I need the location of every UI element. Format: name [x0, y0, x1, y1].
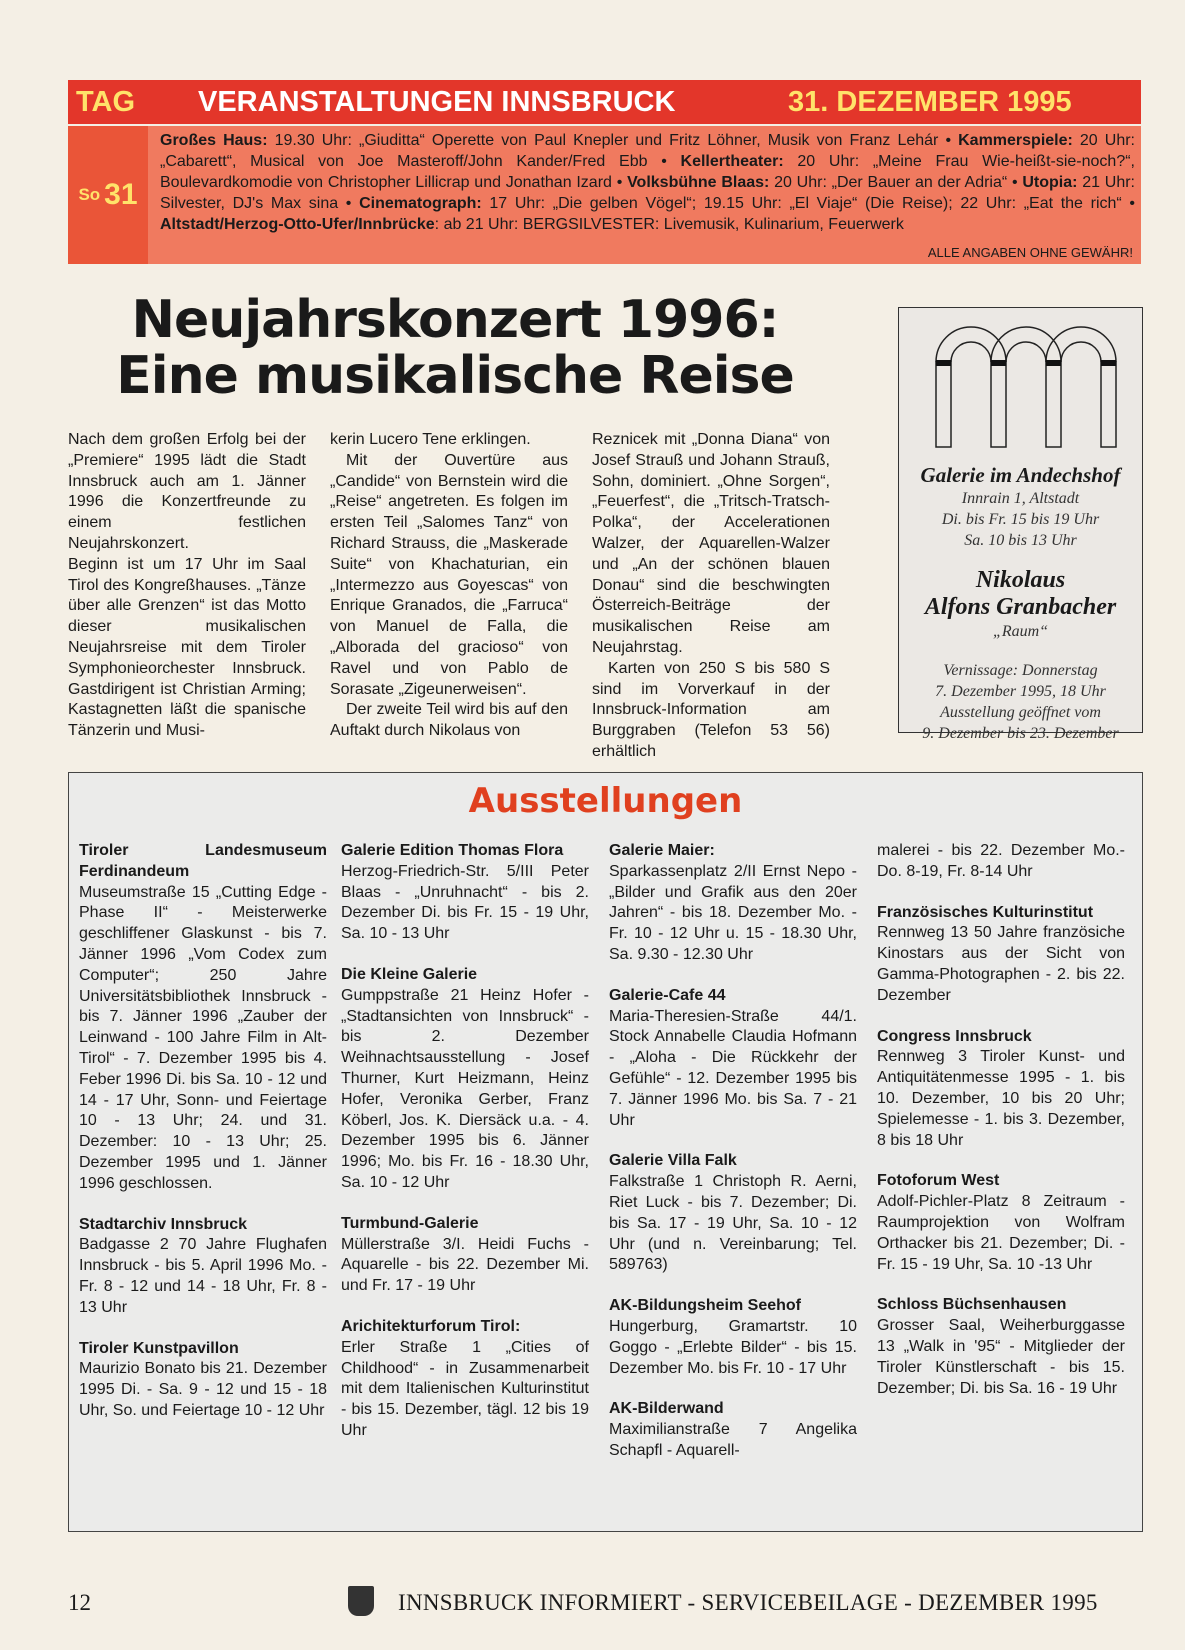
exhibition-entry	[877, 1171, 1125, 1275]
exhibition-venue: Stadtarchiv Innsbruck	[79, 1215, 248, 1233]
exhibition-details: Hungerburg, Gramartstr. 10 Goggo - „Erlebte Bilder“ - bis 15. Dezember Mo. bis Fr. 10 - 17 Uhr	[609, 1317, 857, 1377]
vernissage-date: 7. Dezember 1995, 18 Uhr	[935, 683, 1106, 700]
exhibition-entry	[79, 1339, 327, 1422]
article-paragraph: Nach dem großen Erfolg bei der „Premiere“ 1995 lädt die Stadt Innsbruck auch am 1. Jänner 1996 die Konzertfreunde zu einem festlichen Neujahrskonzert.	[68, 431, 306, 552]
exhibitions-title: Ausstellungen	[468, 781, 743, 821]
exhibition-entry	[341, 1214, 589, 1297]
exhibition-entry	[341, 965, 589, 1194]
event-venue: Utopia:	[1022, 174, 1078, 191]
gallery-hours: Sa. 10 bis 13 Uhr	[964, 532, 1077, 549]
event-details: 21 Uhr: Silvester, DJ's Max sina •	[160, 174, 1135, 212]
exhibition-venue: Galerie-Cafe 44	[609, 986, 726, 1004]
event-details: 17 Uhr: „Die gelben Vögel“; 19.15 Uhr: „El Viaje“ (Die Reise); 22 Uhr: „Eat the rich“ •	[481, 195, 1135, 212]
event-venue: Kellertheater:	[680, 153, 784, 170]
article-paragraph: Beginn ist um 17 Uhr im Saal Tirol des Kongreßhauses. „Tänze über alle Grenzen“ ist das Motto dieser musikalischen Neujahrsreise mit dem Tiroler Symphonieorchester Innsbruck. Gastdirigent ist Christian Arming; Kastagnetten läßt die spanische Tänzerin und Musi-	[68, 555, 306, 740]
gallery-advertisement	[898, 307, 1143, 742]
exhibition-entry	[877, 903, 1125, 1007]
weekday: So	[78, 185, 101, 204]
event-details: : ab 21 Uhr: BERGSILVESTER: Livemusik, Kulinarium, Feuerwerk	[434, 216, 904, 233]
exhibition-venue: Französisches Kulturinstitut	[877, 903, 1094, 921]
exhibition-details: Herzog-Friedrich-Str. 5/III Peter Blaas - „Unruhnacht“ - bis 2. Dezember Di. bis Fr. 15 - 19 Uhr, Sa. 10 - 13 Uhr	[341, 862, 589, 943]
exhibition-dates: Ausstellung geöffnet vom	[940, 704, 1101, 721]
article-column-3	[592, 430, 830, 763]
page-number: 12	[68, 1590, 91, 1615]
article-paragraph: Reznicek mit „Donna Diana“ von Josef Strauß und Johann Strauß, Sohn, dominiert. „Ohne Sorgen“, „Feuerfest“, die „Tritsch-Tratsch-Polka“, der Accelerationen Walzer, der Aquarellen-Walzer und „An der schönen blauen Donau“ sind die beschwingten Österreich-Beiträge der musikalischen Reise am Neujahrstag.	[592, 431, 830, 656]
exhibition-details: malerei - bis 22. Dezember Mo.-Do. 8-19, Fr. 8-14 Uhr	[877, 842, 1125, 880]
exhibition-details: Museumstraße 15 „Cutting Edge - Phase II“ - Meisterwerke geschliffener Glaskunst - bis 7. Jänner 1996 „Vom Codex zum Computer“; 250 Jahre Universitätsbibliothek Innsbruck - bis 7. Jänner 1996 „Zauber der Leinwand - 100 Jahre Film in Alt-Tirol“ - 7. Dezember 1995 bis 4. Feber 1996 Di. bis Sa. 10 - 12 und 14 - 17 Uhr, Sonn- und Feiertage 10 - 13 Uhr; 24. und 31. Dezember: 10 - 13 Uhr; 25. Dezember 1995 und 1. Jänner 1996 geschlossen.	[79, 883, 327, 1192]
gallery-address: Innrain 1, Altstadt	[961, 490, 1080, 507]
exhibition-details: Rennweg 13 50 Jahre französiche Kinostars aus der Sicht von Gamma-Photographen - 2. bis 22. Dezember	[877, 924, 1125, 1004]
events-text	[160, 130, 1135, 235]
exhibition-entry	[609, 1296, 857, 1379]
exhibition-entry	[609, 1151, 857, 1276]
events-box	[68, 126, 1141, 264]
exhibition-details: Maximilianstraße 7 Angelika Schapfl - Aquarell-	[609, 1421, 857, 1459]
article-paragraph: Karten von 250 S bis 580 S sind im Vorverkauf in der Innsbruck-Information am Burggraben (Telefon 53 56) erhältlich	[592, 659, 830, 760]
exhibitions-column	[79, 841, 327, 1442]
header-date: 31. DEZEMBER 1995	[788, 86, 1072, 118]
arches-logo-icon	[916, 322, 1126, 452]
exhibition-venue: Galerie Maier:	[609, 842, 715, 859]
artist-name: Nikolaus	[975, 567, 1066, 593]
exhibition-entry	[609, 986, 857, 1132]
exhibition-entry	[609, 1399, 857, 1461]
exhibition-details: Müllerstraße 3/I. Heidi Fuchs - Aquarelle - bis 22. Dezember Mi. und Fr. 17 - 19 Uhr	[341, 1235, 589, 1295]
exhibition-venue: Congress Innsbruck	[877, 1027, 1032, 1045]
artist-name: Alfons Granbacher	[924, 594, 1117, 620]
article-column-2	[330, 430, 568, 742]
exhibition-venue: AK-Bilderwand	[609, 1400, 724, 1418]
exhibitions-column	[877, 841, 1125, 1419]
article-column-1	[68, 430, 306, 742]
exhibition-details: Erler Straße 1 „Cities of Childhood“ - in Zusammenarbeit mit dem Italienischen Kulturinstitut - bis 15. Dezember, tägl. 12 bis 19 Uhr	[341, 1338, 589, 1439]
exhibition-details: Maurizio Bonato bis 21. Dezember 1995 Di. - Sa. 9 - 12 und 15 - 18 Uhr, So. und Feiertage 10 - 12 Uhr	[79, 1360, 327, 1419]
exhibition-venue: Galerie Edition Thomas Flora	[341, 842, 564, 859]
exhibition-entry	[79, 1215, 327, 1319]
event-venue: Altstadt/Herzog-Otto-Ufer/Innbrücke	[160, 216, 435, 233]
event-venue: Cinematograph:	[359, 195, 482, 212]
exhibition-title: „Raum“	[992, 623, 1049, 640]
exhibition-details: Adolf-Pichler-Platz 8 Zeitraum - Raumprojektion von Wolfram Orthacker bis 21. Dezember; Di. - Fr. 15 - 19 Uhr, Sa. 10 -13 Uhr	[877, 1193, 1125, 1273]
exhibition-details: Grosser Saal, Weiherburggasse 13 „Walk in '95“ - Mitglieder der Tiroler Künstlerschaft - bis 15. Dezember; Di. bis Sa. 16 - 19 Uhr	[877, 1317, 1125, 1397]
exhibition-venue: Die Kleine Galerie	[341, 965, 478, 983]
article-paragraph: Mit der Ouvertüre aus „Candide“ von Bernstein wird die „Reise“ angetreten. Es folgen im ersten Teil „Salomes Tanz“ von Richard Strauss, die „Maskerade Suite“ von Khachaturian, ein „Intermezzo aus Goyescas“ von Enrique Granados, die „Farruca“ von Manuel de Falla, die „Alborada del gracioso“ von Ravel und von Pablo de Sorasate „Zigeunerweisen“.	[330, 451, 568, 698]
exhibition-venue: Galerie Villa Falk	[609, 1152, 737, 1170]
exhibition-details: Maria-Theresien-Straße 44/1. Stock Annabelle Claudia Hofmann - „Aloha - Die Rückkehr der Gefühle“ - 12. Dezember 1995 bis 7. Jänner 1996 Mo. bis Sa. 7 - 21 Uhr	[609, 1007, 857, 1129]
gallery-hours: Di. bis Fr. 15 bis 19 Uhr	[941, 511, 1100, 528]
article-paragraph: Der zweite Teil wird bis auf den Auftakt durch Nikolaus von	[330, 701, 568, 740]
gallery-name: Galerie im Andechshof	[920, 463, 1121, 487]
exhibition-entry	[341, 1317, 589, 1442]
exhibition-dates: 9. Dezember bis 23. Dezember	[922, 725, 1119, 742]
exhibition-entry	[877, 1295, 1125, 1399]
exhibition-venue: Tiroler Landesmuseum Ferdinandeum	[79, 842, 327, 880]
exhibition-venue: Schloss Büchsenhausen	[877, 1296, 1067, 1314]
header-title: VERANSTALTUNGEN INNSBRUCK	[198, 86, 676, 118]
exhibitions-column	[609, 841, 857, 1482]
event-venue: Kammerspiele:	[958, 132, 1073, 149]
exhibition-venue: AK-Bildungsheim Seehof	[609, 1297, 802, 1315]
event-venue: Großes Haus:	[160, 132, 268, 149]
article-headline: Neujahrskonzert 1996: Eine musikalische Reise	[116, 290, 794, 406]
events-header-bar	[68, 80, 1141, 124]
vernissage-info: Vernissage: Donnerstag	[943, 662, 1098, 679]
exhibition-details: Sparkassenplatz 2/II Ernst Nepo - „Bilder und Grafik aus den 20er Jahren“ - bis 18. Dezember Mo. - Fr. 10 - 12 Uhr u. 15 - 18.30 Uhr, Sa. 9.30 - 12.30 Uhr	[609, 862, 857, 963]
header-tag: TAG	[76, 86, 136, 118]
article-paragraph: kerin Lucero Tene erklingen.	[330, 431, 531, 448]
event-details: 20 Uhr: „Meine Frau Wie-heißt-sie-noch?“, Boulevardkomodie von Christopher Lillicrap und Jonathan Izard •	[160, 153, 1135, 191]
exhibitions-box	[68, 772, 1143, 1532]
disclaimer: ALLE ANGABEN OHNE GEWÄHR!	[927, 245, 1133, 260]
exhibition-details: Badgasse 2 70 Jahre Flughafen Innsbruck - bis 5. April 1996 Mo. - Fr. 8 - 12 und 14 - 18 Uhr, Fr. 8 - 13 Uhr	[79, 1236, 327, 1316]
event-details: 19.30 Uhr: „Giuditta“ Operette von Paul Knepler und Fritz Löhner, Musik von Franz Lehár •	[267, 132, 959, 149]
event-venue: Volksbühne Blaas:	[627, 174, 770, 191]
event-details: 20 Uhr: „Cabarett“, Musical von Joe Masteroff/John Kander/Fred Ebb •	[160, 132, 1136, 170]
exhibition-entry	[609, 841, 857, 966]
exhibition-entry	[79, 841, 327, 1195]
exhibition-entry	[341, 841, 589, 945]
event-details: 20 Uhr: „Der Bauer an der Adria“ •	[769, 174, 1023, 191]
city-crest-icon	[348, 1586, 374, 1616]
exhibition-entry	[877, 1027, 1125, 1152]
exhibition-details: Falkstraße 1 Christoph R. Aerni, Riet Luck - bis 7. Dezember; Di. bis Sa. 17 - 19 Uhr, Sa. 10 - 12 Uhr (und n. Vereinbarung; Tel. 589763)	[609, 1173, 857, 1274]
exhibition-venue: Arichitekturforum Tirol:	[341, 1317, 521, 1335]
exhibitions-column	[341, 841, 589, 1462]
exhibition-venue: Tiroler Kunstpavillon	[79, 1339, 239, 1357]
publication-title: INNSBRUCK INFORMIERT - SERVICEBEILAGE - DEZEMBER 1995	[398, 1590, 1098, 1615]
day-number: 31	[104, 178, 138, 211]
exhibition-venue: Turmbund-Galerie	[341, 1214, 479, 1232]
exhibition-details: Rennweg 3 Tiroler Kunst- und Antiquitätenmesse 1995 - 1. bis 10. Dezember, 10 bis 20 Uhr; Spielemesse - 1. bis 3. Dezember, 8 bis 18 Uhr	[877, 1048, 1125, 1149]
exhibition-venue: Fotoforum West	[877, 1172, 1000, 1190]
exhibition-details: Gumppstraße 21 Heinz Hofer - „Stadtansichten von Innsbruck“ - bis 2. Dezember Weihnachtsausstellung - Josef Thurner, Kurt Heizmann, Heinz Hofer, Veronika Gerber, Franz Köberl, Jos. K. Diersäck u.a. - 4. Dezember 1995 bis 6. Jänner 1996; Mo. bis Fr. 16 - 18.30 Uhr, Sa. 10 - 12 Uhr	[341, 986, 589, 1191]
day-label	[68, 126, 148, 264]
exhibition-entry	[877, 841, 1125, 883]
